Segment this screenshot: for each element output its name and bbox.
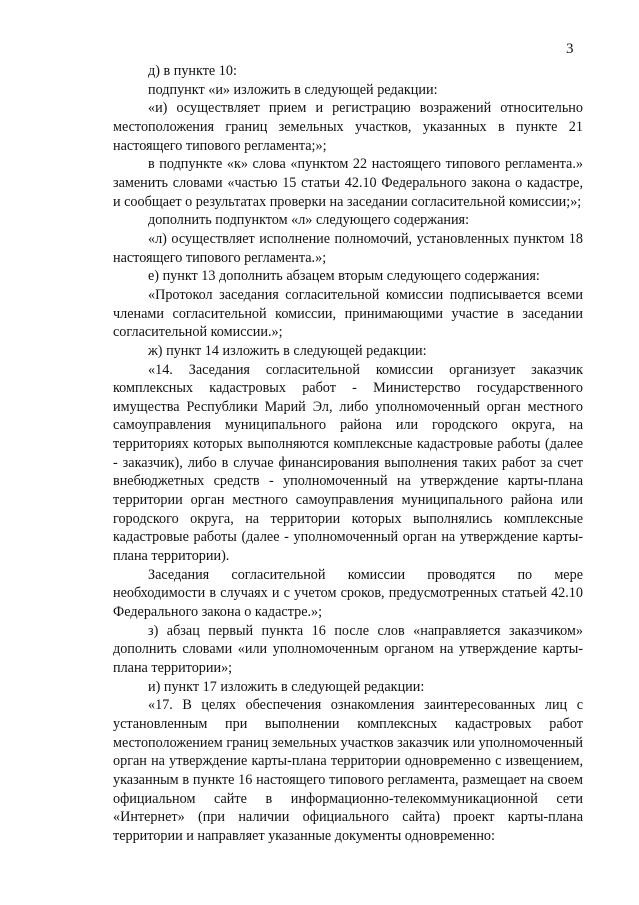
paragraph-d: д) в пункте 10: (148, 63, 237, 79)
paragraph-subitem-l-intro: дополнить подпунктом «л» следующего содержания: (148, 212, 470, 229)
paragraph-meetings: Заседания согласительной комиссии проводятся по мере необходимости в случаях и с учетом сроков, предусмотренных статьей 42.10 Федерального закона о кадастре.»; (113, 566, 583, 621)
paragraph-subitem-i-intro: подпункт «и» изложить в следующей редакции: (148, 81, 438, 98)
paragraph-protocol: «Протокол заседания согласительной комиссии подписывается всеми членами согласительной комиссии, принимающими участие в заседании согласительной комиссии.»; (113, 286, 583, 341)
paragraph-item-14: «14. Заседания согласительной комиссии организует заказчик комплексных кадастровых работ - Министерство государственного имущества Республики Марий Эл, либо уполномоченный орган местного самоуправления муниципального района или городского округа, на территориях которых выполняются комплексные кадастровые работы (далее - заказчик), либо в случае финансирования выполнения таких работ за счет внебюджетных средств - уполномоченный на утверждение карты-плана территории орган местного самоуправления муниципального района или городского округа, на территории которых выполнялись комплексные кадастровые работы (далее - уполномоченный орган на утверждение карты-плана территории). (113, 361, 583, 565)
paragraph-subitem-k: в подпункте «к» слова «пунктом 22 настоящего типового регламента.» заменить словами «частью 15 статьи 42.10 Федерального закона о кадастре, и сообщает о результатах проверки на заседании согласительной комиссии;»; (113, 156, 583, 210)
page-number: 3 (566, 41, 574, 57)
paragraph-subitem-i-text: «и) осуществляет прием и регистрацию возражений относительно местоположения границ земельных участков, указанных в пункте 21 настоящего типового регламента;»; (113, 100, 583, 154)
paragraph-z: з) абзац первый пункта 16 после слов «направляется заказчиком» дополнить словами «или уполномоченным органом на утверждение карты-плана территории»; (113, 622, 583, 676)
paragraph-subitem-l-text: «л) осуществляет исполнение полномочий, установленных пунктом 18 настоящего типового регламента.»; (113, 230, 583, 266)
paragraph-item-17: «17. В целях обеспечения ознакомления заинтересованных лиц с установленным при выполнении комплексных кадастровых работ местоположением границ земельных участков заказчик или уполномоченный орган на утверждение карты-плана территории одновременно с извещением, указанным в пункте 16 настоящего типового регламента, размещает на своем официальном сайте в информационно-телекоммуникационной сети «Интернет» (при наличии официального сайта) проект карты-плана территории и направляет указанные документы одновременно: (113, 697, 583, 844)
paragraph-i: и) пункт 17 изложить в следующей редакции: (148, 678, 425, 695)
paragraph-zh: ж) пункт 14 изложить в следующей редакции: (148, 342, 427, 359)
document-body (113, 62, 583, 846)
paragraph-e: е) пункт 13 дополнить абзацем вторым следующего содержания: (148, 268, 540, 285)
